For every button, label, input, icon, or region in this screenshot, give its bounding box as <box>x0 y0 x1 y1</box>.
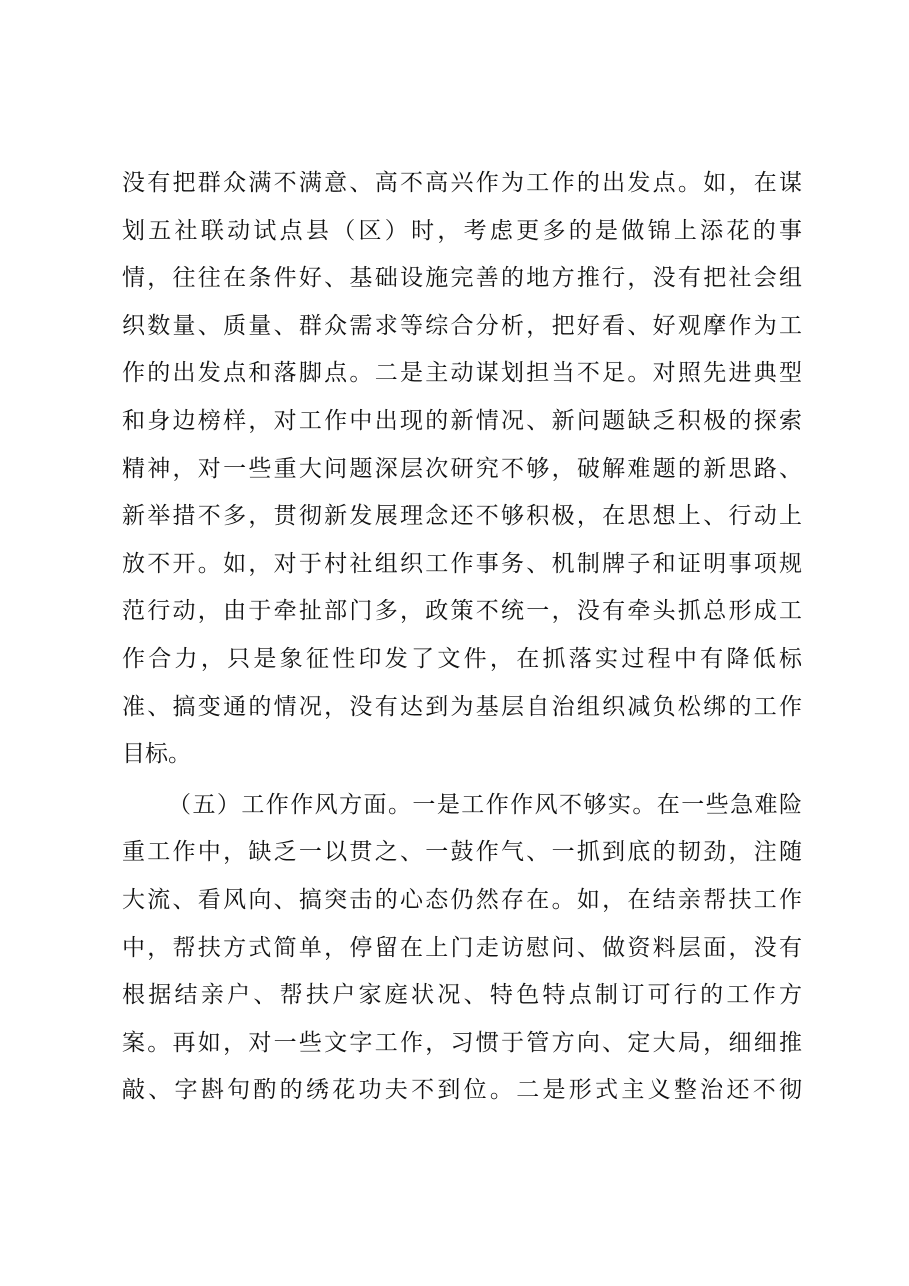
text-line: 作合力，只是象征性印发了文件，在抓落实过程中有降低标 <box>122 645 802 672</box>
text-line: 和身边榜样，对工作中出现的新情况、新问题缺乏积极的探索 <box>122 407 802 434</box>
text-line: 情，往往在条件好、基础设施完善的地方推行，没有把社会组 <box>122 265 802 292</box>
text-line: 没有把群众满不满意、高不高兴作为工作的出发点。如，在谋 <box>122 170 802 196</box>
text-line: 范行动，由于牵扯部门多，政策不统一，没有牵头抓总形成工 <box>122 598 802 625</box>
text-line: 根据结亲户、帮扶户家庭状况、特色特点制订可行的工作方 <box>122 982 802 1009</box>
text-line: 中，帮扶方式简单，停留在上门走访慰问、做资料层面，没有 <box>122 934 802 961</box>
paragraph <box>122 160 802 779</box>
text-line: 作的出发点和落脚点。二是主动谋划担当不足。对照先进典型 <box>122 360 802 387</box>
text-line: 准、搞变通的情况，没有达到为基层自治组织减负松绑的工作 <box>122 693 802 720</box>
text-line: 案。再如，对一些文字工作，习惯于管方向、定大局，细细推 <box>122 1029 802 1056</box>
text-line: 放不开。如，对于村社组织工作事务、机制牌子和证明事项规 <box>122 550 802 577</box>
paragraph <box>122 782 802 1115</box>
text-line: 目标。 <box>122 741 191 768</box>
text-line: 大流、看风向、搞突击的心态仍然存在。如，在结亲帮扶工作 <box>122 886 802 913</box>
text-line: 敲、字斟句酌的绣花功夫不到位。二是形式主义整治还不彻 <box>122 1077 802 1104</box>
text-line: 新举措不多，贯彻新发展理念还不够积极，在思想上、行动上 <box>122 503 802 530</box>
text-line: 划五社联动试点县（区）时，考虑更多的是做锦上添花的事 <box>122 217 802 244</box>
text-line: （五）工作作风方面。一是工作作风不够实。在一些急难险 <box>168 791 802 818</box>
body-text <box>122 160 802 1115</box>
text-line: 精神，对一些重大问题深层次研究不够，破解难题的新思路、 <box>122 455 802 482</box>
text-line: 织数量、质量、群众需求等综合分析，把好看、好观摩作为工 <box>122 312 802 339</box>
text-line: 重工作中，缺乏一以贯之、一鼓作气、一抓到底的韧劲，注随 <box>122 839 802 866</box>
